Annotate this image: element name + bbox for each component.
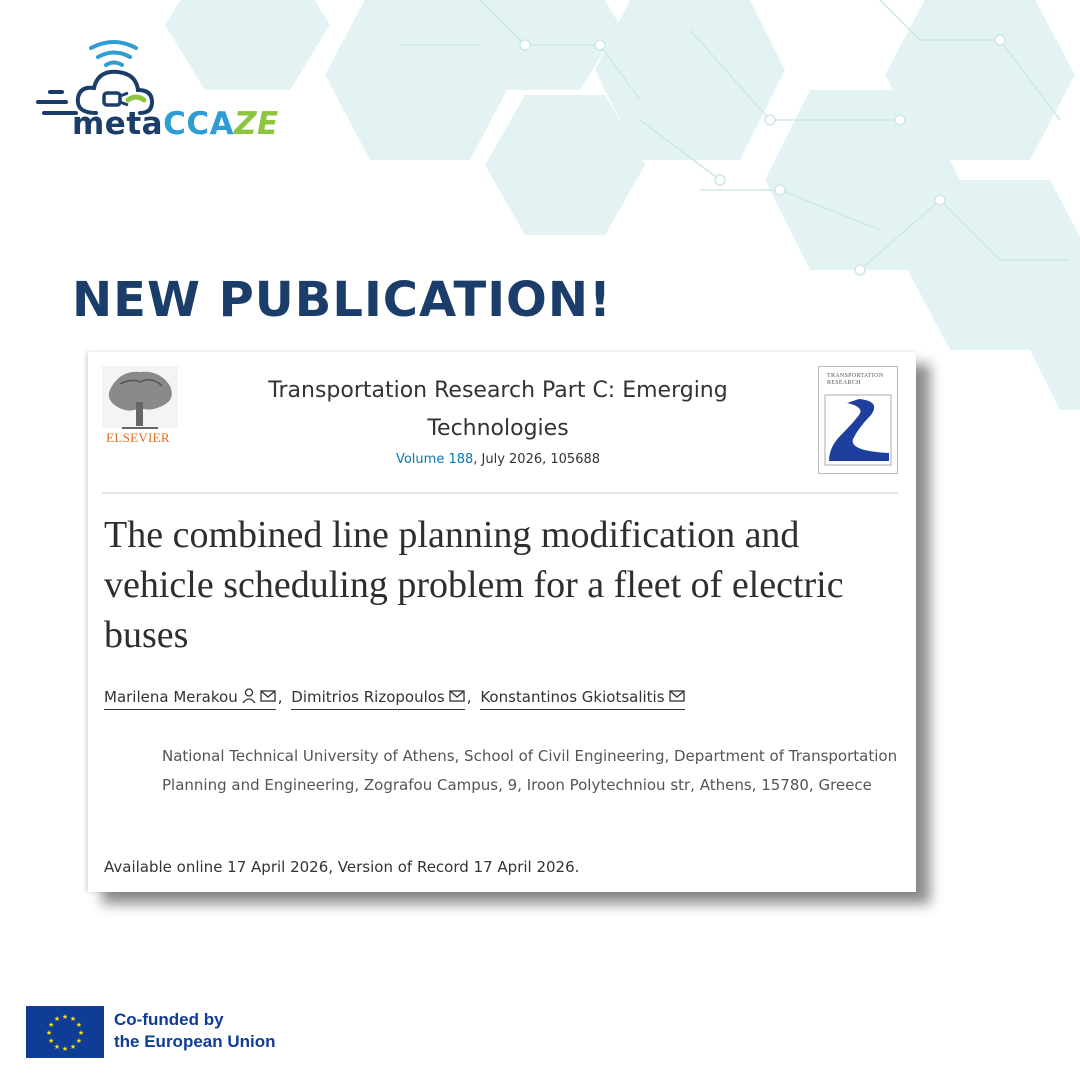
volume-link[interactable]: Volume 188 bbox=[395, 452, 474, 467]
eu-star: ★ bbox=[61, 1046, 69, 1053]
author-separator: , bbox=[466, 688, 472, 706]
issue-details: , July 2026, 105688 bbox=[473, 452, 601, 467]
publication-card[interactable] bbox=[88, 352, 916, 892]
affiliation: National Technical University of Athens, School of Civil Engineering, Department of Transportation Planning and Engineering, Zografou Campus, 9, Iroon Polytechniou str, Athens, 15780, Greece bbox=[162, 747, 898, 794]
publisher-name: ELSEVIER bbox=[106, 430, 170, 445]
author-link[interactable] bbox=[104, 688, 276, 710]
logo-text-meta: meta bbox=[72, 106, 164, 142]
author-link[interactable] bbox=[291, 688, 464, 710]
journal-cover-image[interactable] bbox=[818, 366, 898, 474]
journal-title[interactable]: Transportation Research Part C: Emerging Technologies bbox=[268, 378, 728, 441]
journal-issue-info bbox=[238, 452, 758, 467]
logo-text-ze: ZE bbox=[234, 106, 279, 142]
network-node bbox=[895, 115, 905, 125]
eu-star: ★ bbox=[53, 1043, 61, 1051]
eu-star: ★ bbox=[61, 1014, 69, 1021]
network-node bbox=[775, 185, 785, 195]
eu-star: ★ bbox=[47, 1022, 55, 1029]
eu-star: ★ bbox=[75, 1022, 83, 1029]
eu-star: ★ bbox=[69, 1016, 77, 1024]
cover-title: TRANSPORTATION RESEARCH bbox=[827, 373, 884, 386]
author-name: Marilena Merakou bbox=[104, 688, 238, 706]
network-node bbox=[855, 265, 865, 275]
eu-star: ★ bbox=[53, 1016, 61, 1024]
paper-title: The combined line planning modification and vehicle scheduling problem for a fleet of electric buses bbox=[104, 514, 844, 656]
eu-star: ★ bbox=[77, 1030, 85, 1037]
network-node bbox=[520, 40, 530, 50]
author-separator: , bbox=[277, 688, 283, 706]
person-mail-icons bbox=[242, 688, 276, 704]
metaccaze-logo bbox=[36, 38, 296, 158]
author-link[interactable] bbox=[480, 688, 684, 710]
mail-icon bbox=[669, 688, 685, 704]
eu-star: ★ bbox=[75, 1038, 83, 1045]
logo-text-cca: CCA bbox=[163, 106, 235, 142]
author-name: Konstantinos Gkiotsalitis bbox=[480, 688, 665, 706]
eu-star: ★ bbox=[69, 1043, 77, 1051]
logo-wordmark bbox=[72, 106, 279, 142]
eu-star: ★ bbox=[47, 1038, 55, 1045]
mail-icon bbox=[449, 688, 465, 704]
network-node bbox=[935, 195, 945, 205]
eu-funding-line2: the European Union bbox=[114, 1032, 276, 1051]
eu-flag-icon bbox=[26, 1006, 104, 1058]
author-name: Dimitrios Rizopoulos bbox=[291, 688, 445, 706]
network-node bbox=[595, 40, 605, 50]
network-node bbox=[765, 115, 775, 125]
header-divider bbox=[102, 492, 898, 494]
network-node bbox=[995, 35, 1005, 45]
author-list bbox=[104, 688, 685, 710]
eu-star: ★ bbox=[45, 1030, 53, 1037]
network-node bbox=[715, 175, 725, 185]
eu-funding-line1: Co-funded by bbox=[114, 1010, 224, 1029]
availability-dates: Available online 17 April 2026, Version of Record 17 April 2026. bbox=[104, 858, 580, 876]
eu-funding-text bbox=[114, 1009, 276, 1053]
headline: NEW PUBLICATION! bbox=[72, 272, 612, 328]
